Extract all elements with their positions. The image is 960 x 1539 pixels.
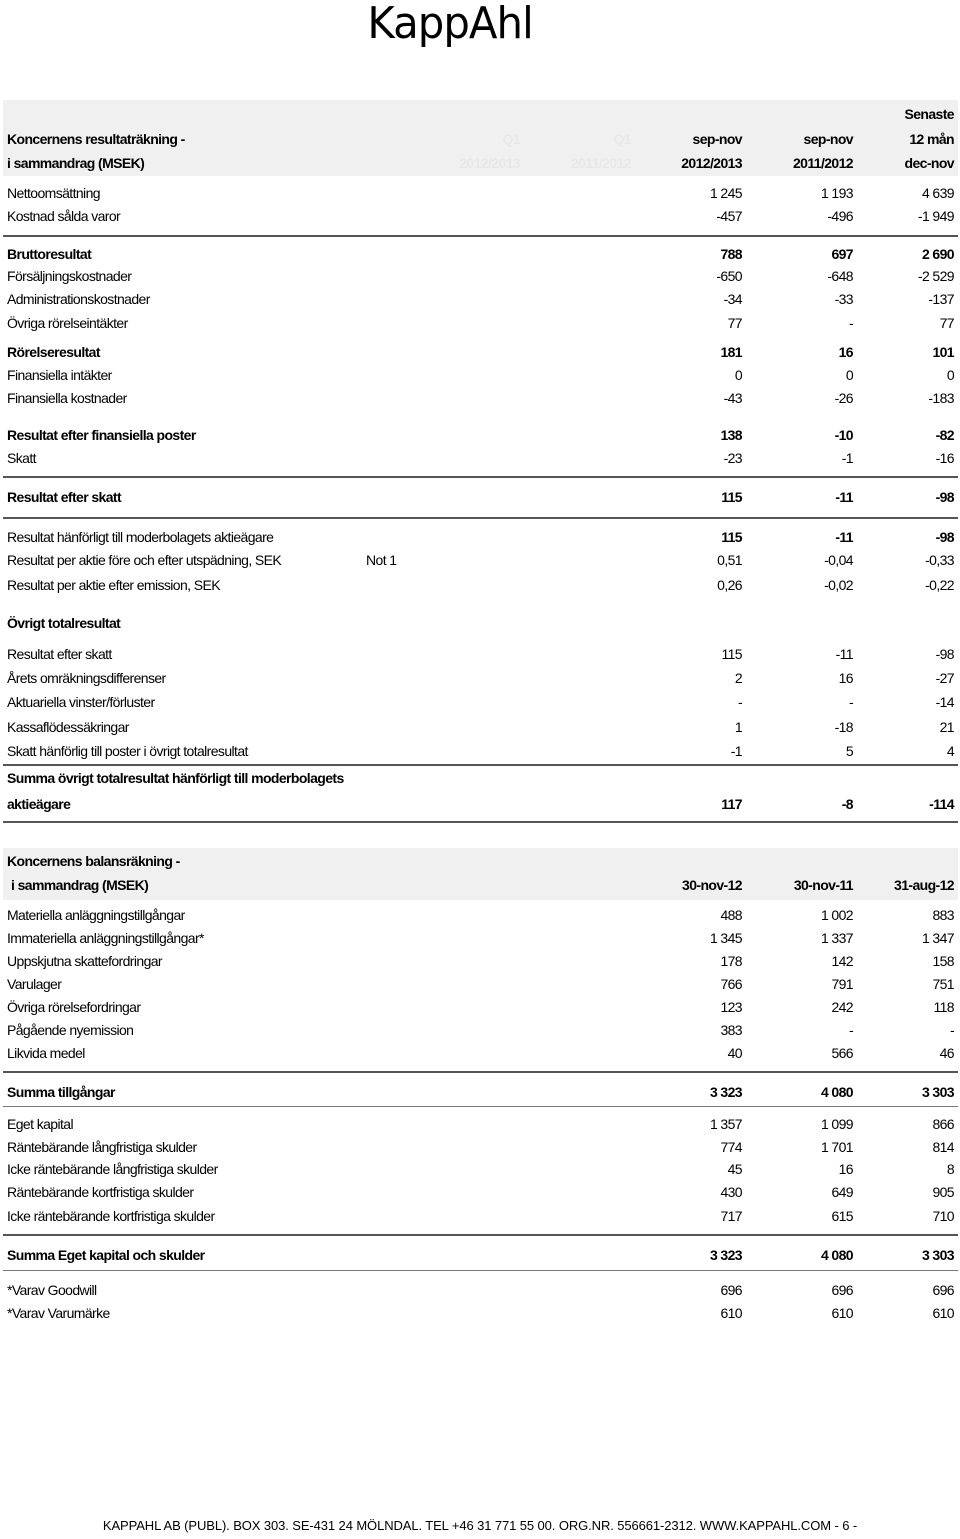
value-col2: 615 (831, 1208, 853, 1224)
row-label: Rörelseresultat (7, 344, 100, 360)
row-label: Administrationskostnader (7, 291, 150, 307)
row-label: Eget kapital (7, 1116, 73, 1132)
value-col3: -16 (935, 450, 954, 466)
value-col1: 488 (720, 907, 742, 923)
value-col3: -0,33 (925, 552, 954, 568)
row-label: Pågående nyemission (7, 1022, 134, 1038)
value-col3: 118 (933, 999, 954, 1015)
section-title (3, 615, 958, 637)
value-col3: -98 (935, 489, 954, 505)
value-col2: 649 (831, 1184, 853, 1200)
value-col1: 766 (720, 976, 742, 992)
value-col1: 117 (721, 796, 742, 812)
value-col3: 8 (946, 1161, 954, 1177)
row-label: Summa övrigt totalresultat hänförligt till moderbolagets (7, 770, 344, 786)
col2-header-line1: sep-nov (803, 131, 853, 147)
value-col3: 610 (932, 1305, 954, 1321)
table-row (3, 291, 958, 313)
row-label: Resultat hänförligt till moderbolagets aktieägare (7, 529, 274, 545)
row-label: Kassaflödessäkringar (7, 719, 129, 735)
value-col3: -98 (935, 529, 954, 545)
col3-header-line1: Senaste (904, 106, 954, 122)
row-label: Materiella anläggningstillgångar (7, 907, 185, 923)
table-row (3, 185, 958, 207)
row-label: Finansiella intäkter (7, 367, 112, 383)
col1-header-line1: sep-nov (692, 131, 742, 147)
value-col1: 3 323 (709, 1247, 742, 1263)
table-row (3, 694, 958, 716)
value-col1: -1 (730, 743, 742, 759)
balance-title-line1: Koncernens balansräkning - (7, 853, 180, 869)
row-label: *Varav Varumärke (7, 1305, 110, 1321)
value-col1: 123 (720, 999, 742, 1015)
row-label: Kostnad sålda varor (7, 208, 121, 224)
value-col2: -33 (834, 291, 853, 307)
value-col3: 4 639 (921, 185, 954, 201)
value-col1: 178 (720, 953, 742, 969)
row-label: Nettoomsättning (7, 185, 100, 201)
value-col1: -23 (723, 450, 742, 466)
value-col2: - (848, 1022, 853, 1038)
value-col3: 696 (932, 1282, 954, 1298)
value-col1: 138 (720, 427, 742, 443)
ghost-col-b-line1: Q1 (613, 131, 631, 147)
row-label: Likvida medel (7, 1045, 85, 1061)
value-col1: 717 (720, 1208, 742, 1224)
table-row (3, 367, 958, 389)
value-col3: 21 (939, 719, 954, 735)
value-col1: 0 (734, 367, 742, 383)
table-row (3, 743, 958, 765)
value-col1: 1 245 (709, 185, 742, 201)
balance-col1-header: 30-nov-12 (682, 877, 742, 893)
table-row (3, 390, 958, 412)
value-col2: 5 (845, 743, 853, 759)
value-col2: -11 (835, 646, 853, 662)
value-col2: 16 (838, 1161, 853, 1177)
row-label: Finansiella kostnader (7, 390, 127, 406)
table-row (3, 1139, 958, 1161)
value-col2: -648 (827, 268, 853, 284)
balance-title-line2: i sammandrag (MSEK) (11, 877, 149, 893)
value-col1: 0,26 (717, 577, 742, 593)
table-row (3, 1022, 958, 1044)
row-label: Icke räntebärande kortfristiga skulder (7, 1208, 215, 1224)
divider (3, 517, 958, 519)
value-col3: -1 949 (917, 208, 954, 224)
value-col1: 1 (734, 719, 742, 735)
divider (3, 821, 958, 823)
row-label: Räntebärande långfristiga skulder (7, 1139, 197, 1155)
value-col1: -34 (723, 291, 742, 307)
value-col1: 430 (720, 1184, 742, 1200)
row-label: Övriga rörelseintäkter (7, 315, 128, 331)
col2-header-line2: 2011/2012 (792, 155, 853, 171)
value-col1: 115 (721, 646, 742, 662)
table-row (3, 1282, 958, 1304)
table-row (3, 1116, 958, 1138)
value-col3: - (949, 1022, 954, 1038)
value-col3: -27 (935, 670, 954, 686)
value-col2: - (848, 315, 853, 331)
row-label: Räntebärande kortfristiga skulder (7, 1184, 194, 1200)
balance-col2-header: 30-nov-11 (793, 877, 853, 893)
divider (3, 764, 958, 766)
row-label: Årets omräkningsdifferenser (7, 670, 166, 686)
value-col2: -26 (834, 390, 853, 406)
value-col3: 751 (932, 976, 954, 992)
value-col1: 2 (734, 670, 742, 686)
table-row (3, 489, 958, 511)
table-row (3, 1305, 958, 1327)
value-col3: 46 (939, 1045, 954, 1061)
divider (3, 476, 958, 478)
value-col1: 1 345 (709, 930, 742, 946)
value-col2: 16 (838, 344, 853, 360)
value-col2: -18 (834, 719, 853, 735)
table-row (3, 529, 958, 551)
value-col1: 1 357 (709, 1116, 742, 1132)
value-col2: 1 099 (820, 1116, 853, 1132)
row-label: Varulager (7, 976, 62, 992)
row-label: aktieägare (7, 796, 71, 812)
value-col2: 566 (831, 1045, 853, 1061)
oci-title: Övrigt totalresultat (7, 615, 121, 631)
page-footer: KAPPAHL AB (PUBL). BOX 303. SE-431 24 MÖLNDAL. TEL +46 31 771 55 00. ORG.NR. 556661-2312. WWW.KAPPAHL.COM - 6 - (102, 1518, 858, 1533)
value-col1: 77 (727, 315, 742, 331)
table-row (3, 976, 958, 998)
value-col3: -82 (935, 427, 954, 443)
value-col1: -43 (723, 390, 742, 406)
col3-header-line2: 12 mån (909, 131, 954, 147)
value-col3: -137 (928, 291, 954, 307)
ghost-col-b-line2: 2011/2012 (570, 155, 631, 171)
table-row (3, 427, 958, 449)
value-col2: -11 (835, 529, 853, 545)
row-label: Skatt hänförlig till poster i övrigt totalresultat (7, 743, 248, 759)
divider (3, 1071, 958, 1073)
divider (3, 1106, 958, 1107)
value-col3: -114 (929, 796, 954, 812)
value-col3: 77 (939, 315, 954, 331)
value-col1: 696 (720, 1282, 742, 1298)
table-row (3, 246, 958, 268)
note-reference: Not 1 (366, 552, 397, 568)
value-col2: -0,02 (824, 577, 853, 593)
table-row (3, 646, 958, 668)
value-col1: - (737, 694, 742, 710)
value-col3: 905 (932, 1184, 954, 1200)
company-logo: KappAhl (367, 0, 533, 49)
value-col3: 101 (932, 344, 954, 360)
table-row (3, 770, 958, 792)
divider (3, 1234, 958, 1236)
value-col1: 610 (720, 1305, 742, 1321)
row-label: Icke räntebärande långfristiga skulder (7, 1161, 218, 1177)
table-row (3, 907, 958, 929)
value-col1: 115 (721, 489, 742, 505)
col3-header-line3: dec-nov (904, 155, 954, 171)
income-title-line1: Koncernens resultaträkning - (7, 131, 185, 147)
value-col3: -2 529 (917, 268, 954, 284)
value-col2: -11 (835, 489, 853, 505)
value-col2: 1 193 (820, 185, 853, 201)
row-label: Skatt (7, 450, 36, 466)
value-col2: 142 (831, 953, 853, 969)
row-label: Aktuariella vinster/förluster (7, 694, 155, 710)
divider (3, 235, 958, 237)
table-row (3, 1161, 958, 1183)
value-col3: -98 (935, 646, 954, 662)
value-col2: - (848, 694, 853, 710)
value-col2: -10 (834, 427, 853, 443)
value-col3: 883 (932, 907, 954, 923)
table-row (3, 1247, 958, 1269)
value-col3: 4 (946, 743, 954, 759)
value-col3: 3 303 (921, 1084, 954, 1100)
value-col2: 4 080 (820, 1084, 853, 1100)
row-label: Resultat efter skatt (7, 489, 122, 505)
table-row (3, 1084, 958, 1106)
table-row (3, 719, 958, 741)
value-col3: 814 (932, 1139, 954, 1155)
value-col2: 242 (831, 999, 853, 1015)
table-row (3, 1045, 958, 1067)
income-header (3, 100, 958, 176)
row-label: Resultat efter skatt (7, 646, 112, 662)
row-label: *Varav Goodwill (7, 1282, 97, 1298)
value-col2: 0 (845, 367, 853, 383)
value-col3: -14 (935, 694, 954, 710)
row-label: Övriga rörelsefordringar (7, 999, 141, 1015)
row-label: Försäljningskostnader (7, 268, 132, 284)
value-col1: -650 (716, 268, 742, 284)
value-col2: 1 002 (820, 907, 853, 923)
value-col3: 866 (932, 1116, 954, 1132)
value-col3: 2 690 (921, 246, 954, 262)
value-col1: -457 (716, 208, 742, 224)
row-label: Summa tillgångar (7, 1084, 115, 1100)
value-col1: 40 (727, 1045, 742, 1061)
table-row (3, 450, 958, 472)
table-row (3, 670, 958, 692)
value-col3: 158 (932, 953, 954, 969)
value-col2: 4 080 (820, 1247, 853, 1263)
col1-header-line2: 2012/2013 (681, 155, 742, 171)
value-col1: 0,51 (717, 552, 742, 568)
row-label: Resultat per aktie efter emission, SEK (7, 577, 220, 593)
value-col1: 181 (720, 344, 742, 360)
table-row (3, 930, 958, 952)
row-label: Summa Eget kapital och skulder (7, 1247, 205, 1263)
value-col3: -0,22 (925, 577, 954, 593)
value-col1: 774 (720, 1139, 742, 1155)
row-label: Bruttoresultat (7, 246, 92, 262)
value-col2: 696 (831, 1282, 853, 1298)
row-label: Resultat efter finansiella poster (7, 427, 196, 443)
balance-col3-header: 31-aug-12 (894, 877, 954, 893)
value-col1: 3 323 (709, 1084, 742, 1100)
value-col3: 0 (946, 367, 954, 383)
value-col2: -0,04 (824, 552, 853, 568)
value-col3: 710 (932, 1208, 954, 1224)
value-col3: 3 303 (921, 1247, 954, 1263)
value-col2: 16 (838, 670, 853, 686)
row-label: Uppskjutna skattefordringar (7, 953, 162, 969)
ghost-col-a-line1: Q1 (502, 131, 520, 147)
ghost-col-a-line2: 2012/2013 (459, 155, 520, 171)
value-col1: 115 (721, 529, 742, 545)
income-title-line2: i sammandrag (MSEK) (7, 155, 145, 171)
table-row (3, 577, 958, 599)
value-col2: -1 (841, 450, 853, 466)
table-row (3, 552, 958, 574)
row-label: Resultat per aktie före och efter utspädning, SEK (7, 552, 282, 568)
value-col3: 1 347 (921, 930, 954, 946)
table-row (3, 344, 958, 366)
value-col2: 697 (831, 246, 853, 262)
table-row (3, 999, 958, 1021)
table-row (3, 1184, 958, 1206)
value-col2: 791 (831, 976, 853, 992)
value-col2: -496 (827, 208, 853, 224)
value-col3: -183 (928, 390, 954, 406)
table-row (3, 208, 958, 230)
table-row (3, 268, 958, 290)
value-col2: -8 (841, 796, 853, 812)
table-row (3, 1208, 958, 1230)
value-col2: 1 701 (820, 1139, 853, 1155)
value-col1: 383 (720, 1022, 742, 1038)
value-col2: 1 337 (820, 930, 853, 946)
value-col1: 788 (720, 246, 742, 262)
value-col2: 610 (831, 1305, 853, 1321)
table-row (3, 796, 958, 818)
divider (3, 1270, 958, 1271)
table-row (3, 315, 958, 337)
value-col1: 45 (727, 1161, 742, 1177)
table-row (3, 953, 958, 975)
row-label: Immateriella anläggningstillgångar* (7, 930, 204, 946)
